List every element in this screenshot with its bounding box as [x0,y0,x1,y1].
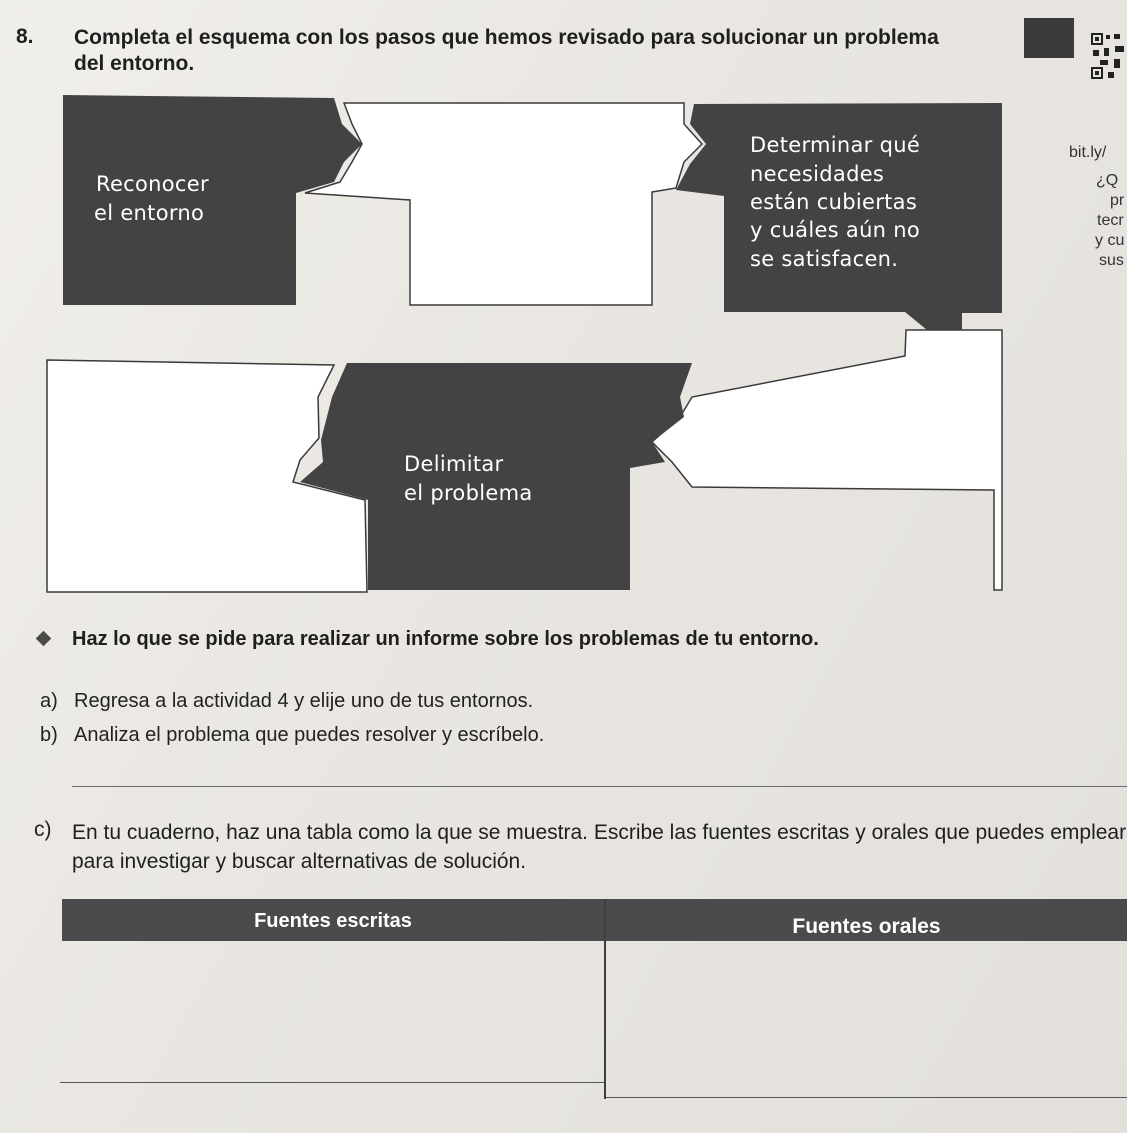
box1-label-line: el entorno [94,201,205,225]
table-header-written-sources: Fuentes escritas [62,899,604,941]
box1-label-line: Reconocer [96,172,209,196]
item-a-letter: a) [40,690,58,712]
box3-label-line: y cuáles aún no [750,218,921,242]
box3-label-line: están cubiertas [750,190,918,214]
instruction-text: Haz lo que se pide para realizar un informe sobre los problemas de tu entorno. [72,628,819,650]
box3-label-line: necesidades [750,162,885,186]
box3-label-line: Determinar qué [750,133,921,157]
table-bottom-line [60,1082,604,1083]
sidebar-fragment: y cu [1095,232,1125,249]
sidebar-link: bit.ly/ [1069,144,1107,161]
sidebar-fragment: sus [1099,252,1124,269]
item-a-text: Regresa a la actividad 4 y elije uno de tus entornos. [74,690,534,712]
sidebar-fragment: pr [1110,192,1125,209]
box5-label-line: el problema [404,481,533,505]
step-box-4 [652,330,1002,590]
item-b-text: Analiza el problema que puedes resolver y escríbelo. [74,724,545,746]
item-c-letter: c) [34,818,52,841]
box5-label-line: Delimitar [404,452,504,476]
item-b-letter: b) [40,724,58,746]
box3-label-line: se satisfacen. [750,247,899,271]
answer-line[interactable] [72,786,1127,787]
table-bottom-line [606,1097,1127,1098]
sidebar-fragment: tecr [1097,212,1124,229]
table-header-oral-sources: Fuentes orales [606,899,1127,941]
sidebar-fragment: ¿Q [1096,172,1119,189]
question-number: 8. [16,25,34,48]
item-c-text: En tu cuaderno, haz una tabla como la que se muestra. Escribe las fuentes escritas y orales que puedes emplear para investigar y buscar alternativas de solución. [72,821,1127,873]
question-text: Completa el esquema con los pasos que hemos revisado para solucionar un problema del entorno. [74,26,939,75]
table-divider [604,899,606,1099]
step-box-2 [305,103,702,305]
